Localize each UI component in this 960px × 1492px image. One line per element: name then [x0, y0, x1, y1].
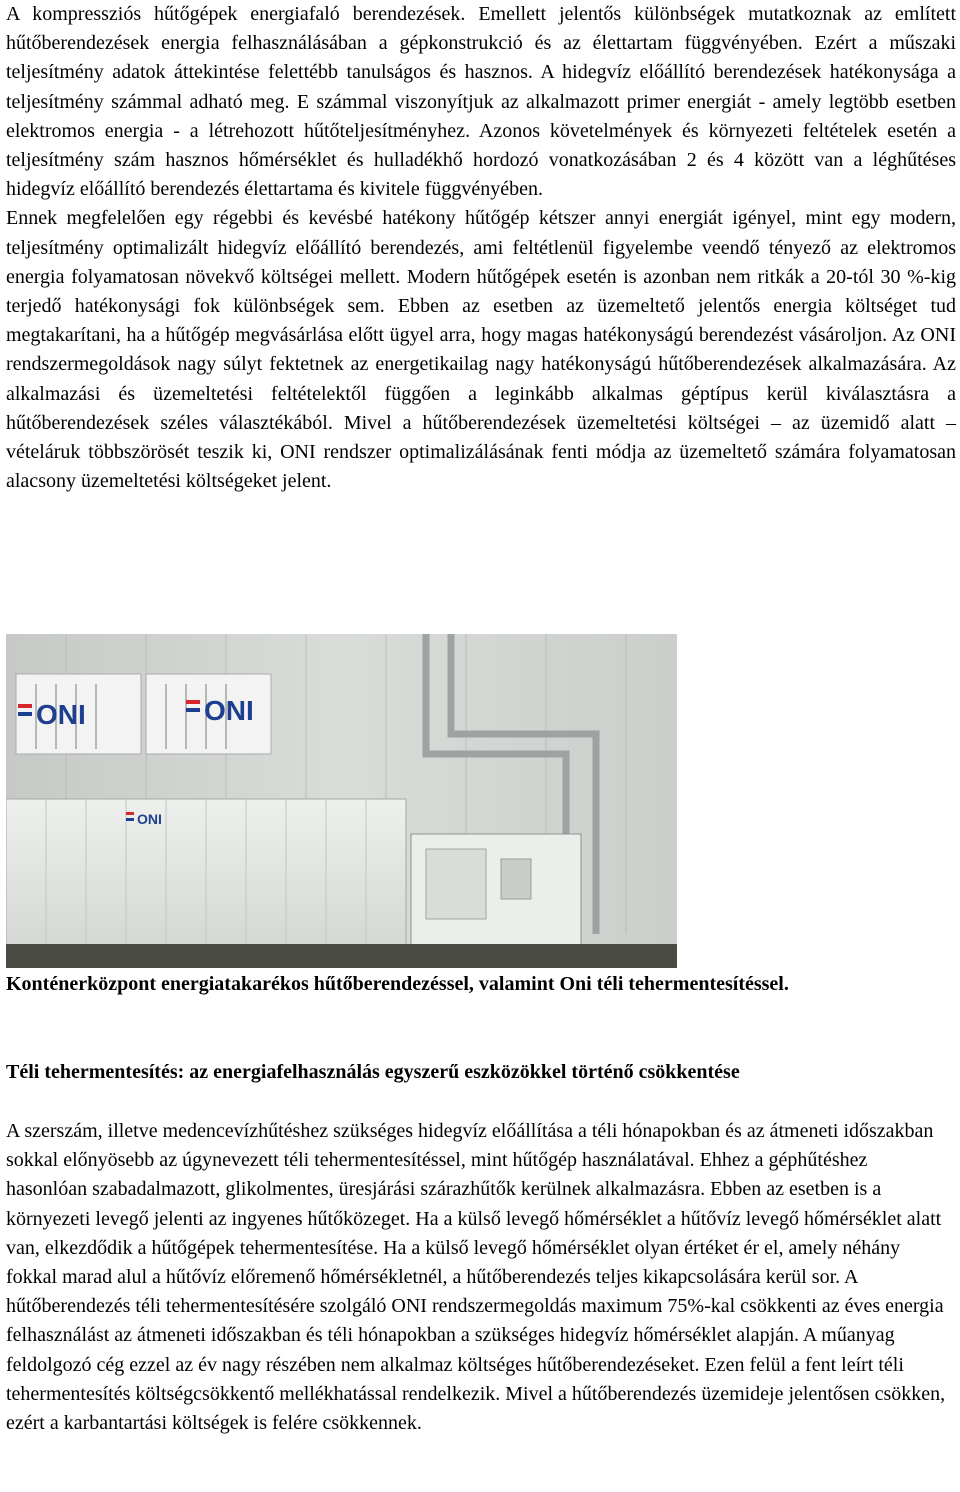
intro-sentence: Ennek megfelelően egy régebbi és kevésbé hatékony hűtőgép kétszer annyi energiát igényel, mint egy modern, teljesítmény optimalizált hidegvíz előállító berendezés, ami feltétlenül figyelembe veendő tényező az elektromos energia folyamatosan növekvő költségei mellett. [6, 207, 956, 288]
photo-illustration [6, 634, 677, 968]
intro-sentence: Ezért a műszaki teljesítmény adatok áttekintése felettébb tanulságos és hasznos. [6, 32, 956, 84]
section-heading: Téli tehermentesítés: az energiafelhasználás egyszerű eszközökkel történő csökkentése [6, 1061, 740, 1083]
intro-sentence: A kompressziós hűtőgépek energiafaló berendezések. [6, 3, 466, 25]
oni-logo-text: ONI [36, 699, 86, 730]
intro-paragraph [6, 0, 956, 496]
photo-caption: Konténerközpont energiatakarékos hűtőberendezéssel, valamint Oni téli tehermentesítéssel. [6, 973, 789, 995]
intro-sentence: Mivel a hűtőberendezések üzemeltetési költségei – az üzemidő alatt – vételáruk többszörösét teszik ki, ONI rendszer optimalizálásának fenti módja az üzemeltető számára folyamatosan alacsony üzemeltetési költségeket jelent. [6, 411, 957, 493]
container-plant-photo [6, 634, 677, 968]
oni-logo-text: ONI [204, 695, 254, 726]
intro-sentence: Modern hűtőgépek esetén is azonban nem ritkák a 20-tól 30 %-kig terjedő hatékonysági fok különbségek sem. [6, 265, 957, 318]
oni-logo-text: ONI [137, 811, 162, 827]
intro-sentence: Az alkalmazási és üzemeltetési feltételektől függően a leginkább alkalmas géptípus kerül kiválasztásra a hűtőberendezések széles választékából. [6, 353, 956, 434]
intro-sentence: E számmal viszonyítjuk az alkalmazott primer energiát - amely legtöbb esetben elektromos energia - a létrehozott hűtőteljesítményhez. [6, 90, 956, 142]
section-paragraph: A szerszám, illetve medencevízhűtéshez szükséges hidegvíz előállítása a téli hónapokban és az átmeneti időszakban sokkal előnyösebb az úgynevezett téli tehermentesítéssel, mint hűtőgép használatával. Ehhez a géphűtéshez hasonlóan szabadalmazott, glikolmentes, üresjárási szárazhűtők kerülnek alkalmazásra. Ebben az esetben is a környezeti levegő jelenti az ingyenes hűtőközeget. Ha a külső levegő hőmérséklet a hűtővíz levegő hőmérséklet alatt van, elkezdődik a hűtőgépek tehermentesítése. Ha a külső levegő hőmérséklet olyan értéket ér el, amely néhány fokkal marad alul a hűtővíz előremenő hőmérsékletnél, a hűtőberendezés teljes kikapcsolására kerül sor. A hűtőberendezés téli tehermentesítésére szolgáló ONI rendszermegoldás maximum 75%-kal csökkenti az éves energia felhasználást az átmeneti időszakban és téli hónapokban a szükséges hidegvíz hőmérséklet alapján. A műanyag feldolgozó cég ezzel az év nagy részében nem alkalmaz költséges hűtőberendezéseket. Ezen felül a fent leírt téli tehermentesítés költségcsökkentő mellékhatással rendelkezik. Mivel a hűtőberendezés üzemideje jelentősen csökken, ezért a karbantartási költségek is felére csökkennek. [6, 1120, 946, 1435]
intro-sentence: Az ONI rendszermegoldások nagy súlyt fektetnek az energetikailag nagy hatékonyságú hűtőberendezések alkalmazására. [6, 324, 956, 376]
intro-sentence: Azonos követelmények és környezeti feltételek esetén a teljesítmény szám hasznos hőmérséklet és hulladékhő hordozó vonatkozásában 2 és 4 között van a léghűtéses hidegvíz előállító berendezés élettartama és kivitele függvényében. [6, 119, 956, 201]
intro-sentence: Ebben az esetben az üzemeltető jelentős energia költséget tud megtakarítani, ha a hűtőgép megvásárlása előtt ügyel arra, hogy magas hatékonyságú berendezést vásároljon. [6, 295, 957, 347]
intro-sentence: A hidegvíz előállító berendezések hatékonysága a teljesítmény számmal adható meg. [6, 61, 956, 113]
intro-sentence: Emellett jelentős különbségek mutatkoznak az említett hűtőberendezések energia felhasználásában a gépkonstrukció és az élettartam függvényében. [6, 3, 957, 55]
